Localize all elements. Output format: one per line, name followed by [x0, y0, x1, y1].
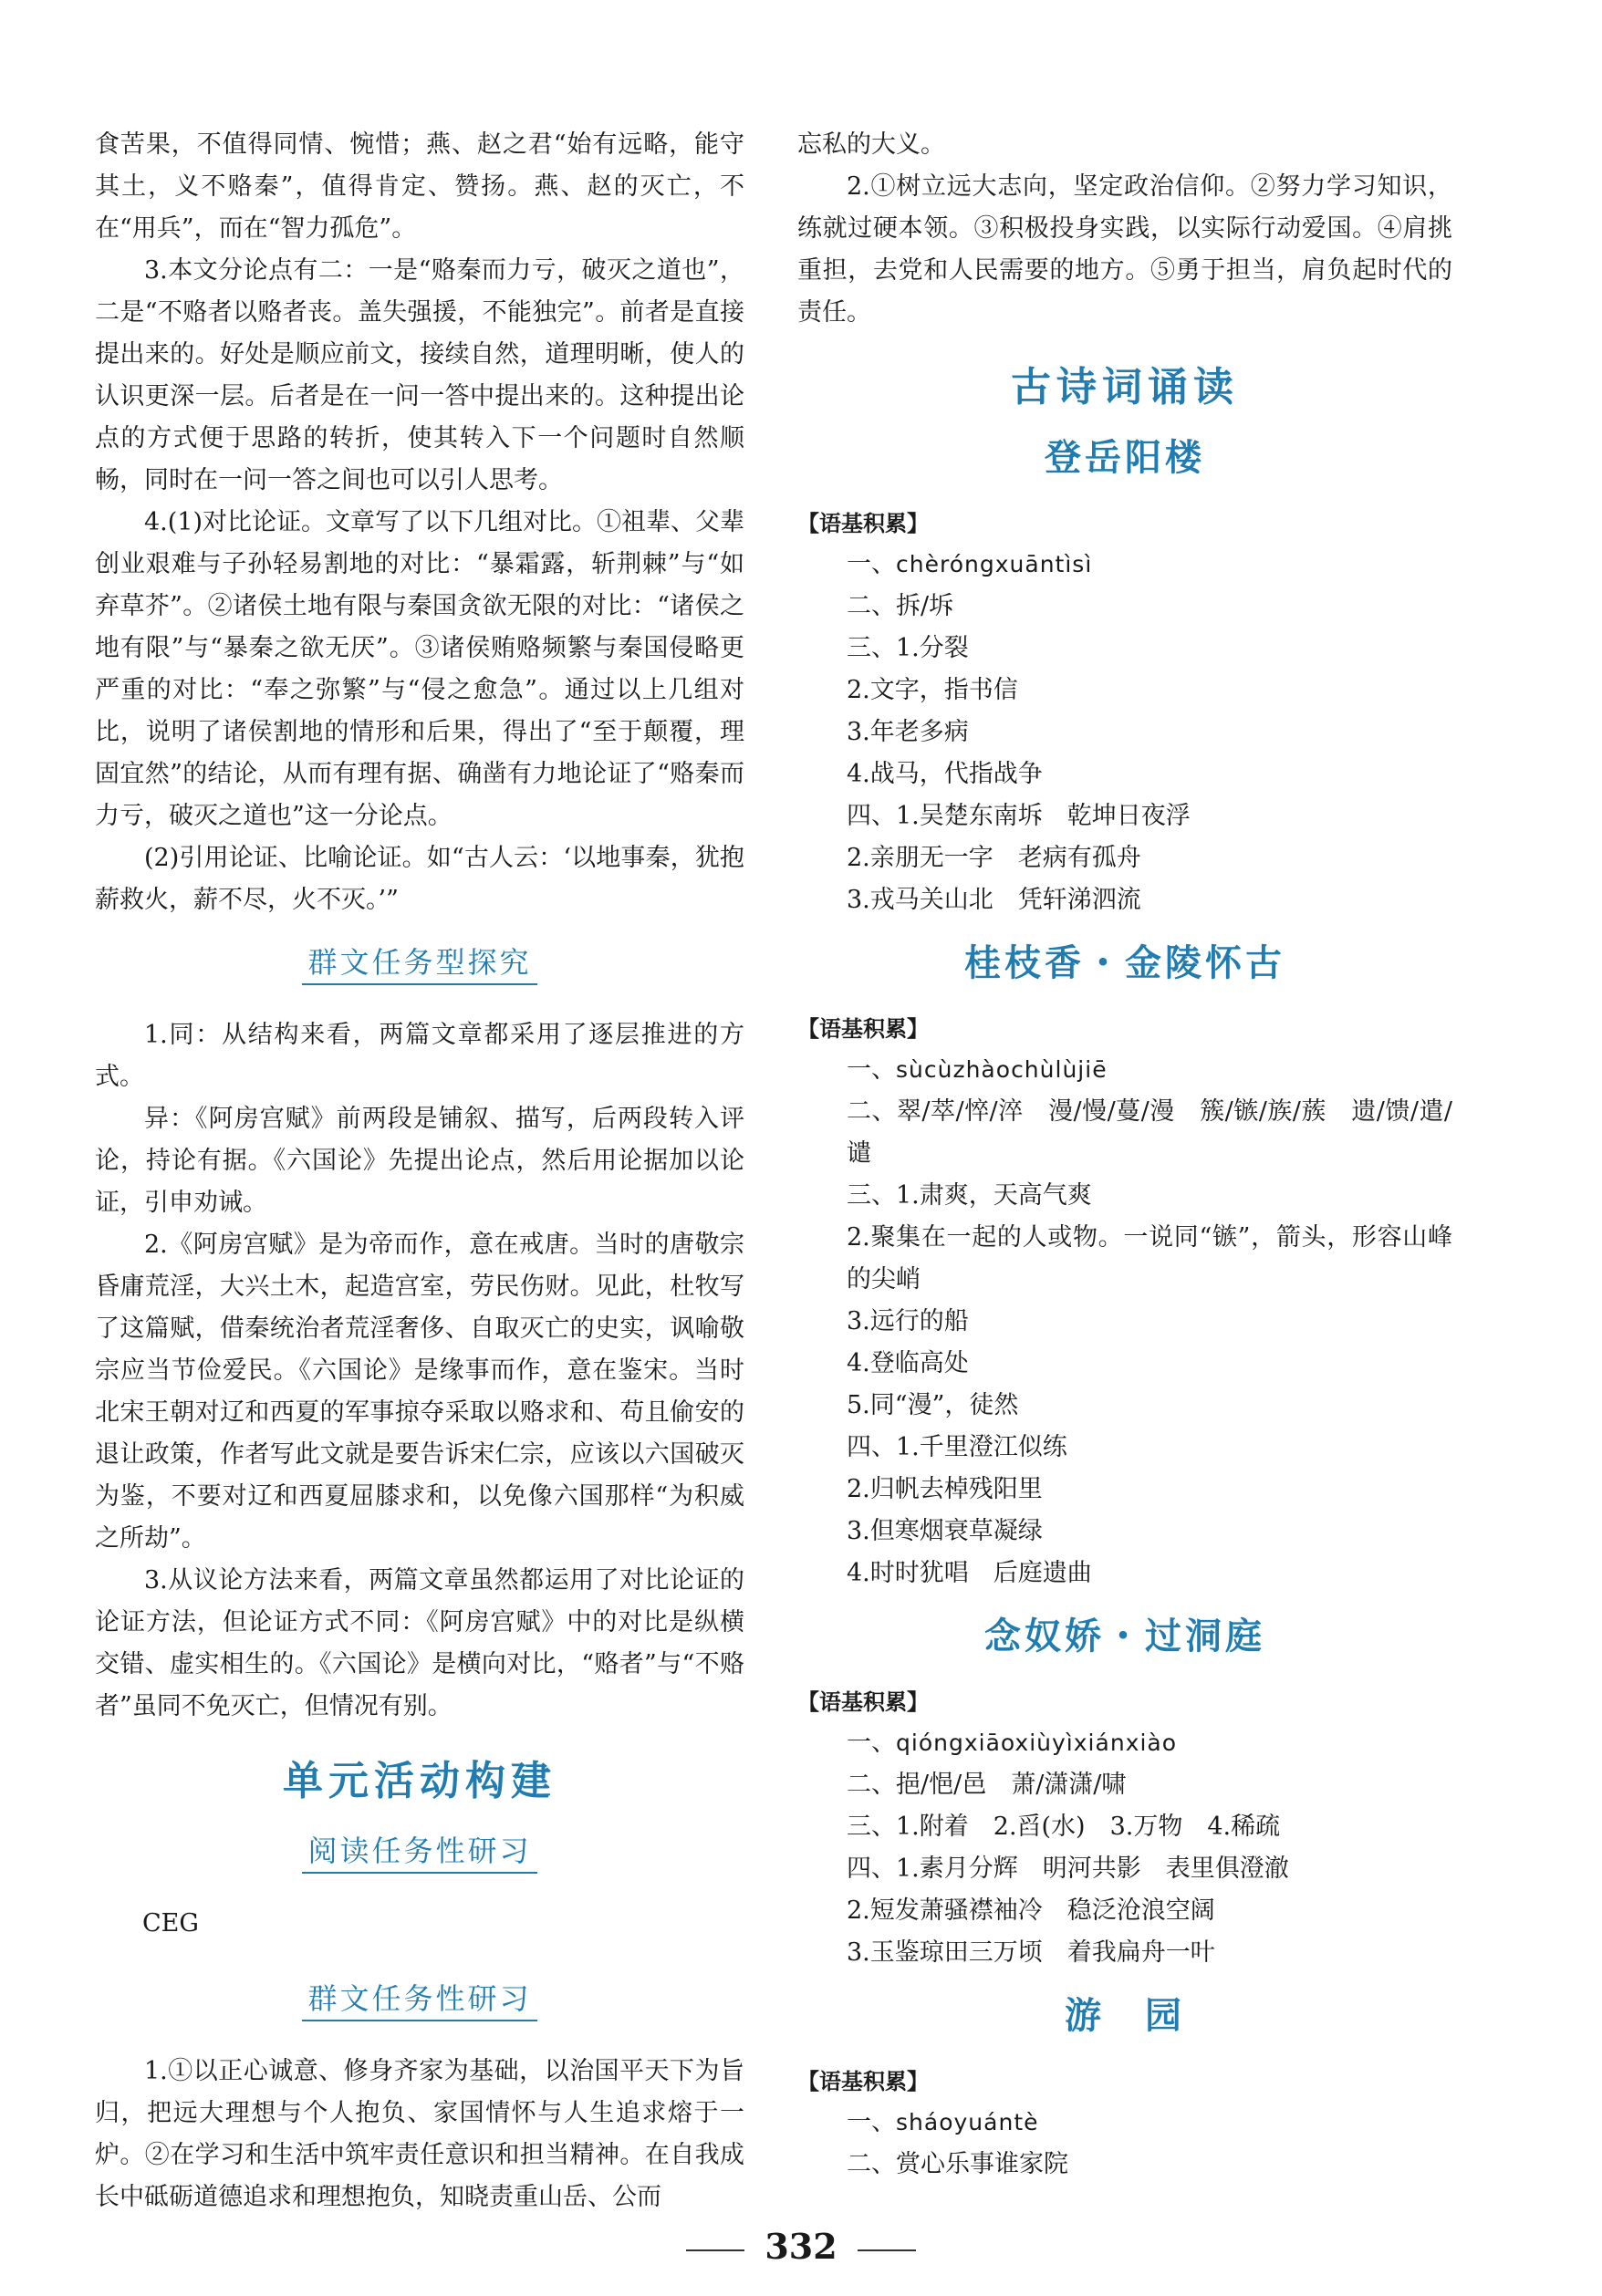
pinyin-word: sù [896, 1056, 924, 1083]
paragraph: 忘私的大义。 [797, 130, 945, 159]
answer-line: 三、1.肃爽，天高气爽 [847, 1181, 1092, 1210]
section-heading: 群文任务型探究 [95, 938, 744, 992]
answer-line: 2.文字，指书信 [847, 676, 1018, 704]
section-tag: 【语基积累】 [797, 511, 929, 536]
answer-line: 3.年老多病 [847, 718, 969, 746]
answer-line: 2.归帆去棹残阳里 [847, 1475, 1043, 1503]
divider [686, 2249, 744, 2251]
answer-line: 三、1.附着 2.舀(水) 3.万物 4.稀疏 [847, 1813, 1281, 1841]
left-column [95, 124, 744, 2218]
paragraph: 食苦果，不值得同情、惋惜；燕、赵之君“始有远略，能守其土，义不赂秦”，值得肯定、赞扬。燕、赵的灭亡，不在“用兵”，而在“智力孤危”。 [95, 130, 744, 243]
answer-line: 四、1.素月分辉 明河共影 表里俱澄澈 [847, 1854, 1289, 1883]
answer-line: 四、1.千里澄江似练 [847, 1433, 1067, 1461]
answer-line: 3.玉鉴琼田三万顷 着我扁舟一叶 [847, 1938, 1215, 1967]
answer-line: 3.戎马关山北 凭轩涕泗流 [847, 886, 1141, 914]
pinyin-word: jiē [1077, 1056, 1108, 1083]
paragraph: (2)引用论证、比喻论证。如“古人云：‘以地事秦，犹抱薪救火，薪不尽，火不灭。’” [95, 844, 744, 914]
pinyin-word: cù [923, 1056, 953, 1083]
pinyin-line [797, 1049, 1452, 1091]
pinyin-word: lù [1055, 1056, 1078, 1083]
paragraph: 4.(1)对比论证。文章写了以下几组对比。①祖辈、父辈创业艰难与子孙轻易割地的对比：“暴霜露，斩荆棘”与“如弃草芥”。②诸侯土地有限与秦国贪欲无限的对比：“诸侯之地有限”与“暴秦之欲无厌”。③诸侯贿赂频繁与秦国侵略更严重的对比：“奉之弥繁”与“侵之愈急”。通过以上几组对比，说明了诸侯割地的情形和后果，得出了“至于颠覆，理固宜然”的结论，从而有理有据、确凿有力地论证了“赂秦而力亏，破灭之道也”这一分论点。 [95, 508, 745, 830]
pinyin-word: xiāo [963, 1730, 1015, 1756]
answer-line: 4.登临高处 [847, 1349, 969, 1377]
pinyin-word: xuān [994, 551, 1056, 577]
pinyin-line [797, 1722, 1452, 1764]
poem-title: 桂枝香・金陵怀古 [964, 941, 1285, 984]
page-number: 332 [0, 2226, 1602, 2267]
item-number: 一、 [847, 1055, 896, 1084]
answer-line: 4.时时犹唱 后庭遗曲 [847, 1559, 1092, 1587]
paragraph: 3.本文分论点有二：一是“赂秦而力亏，破灭之道也”，二是“不赂者以赂者丧。盖失强援，不能独完”。前者是直接提出来的。好处是顺应前文，接续自然，道理明晰，使人的认识更深一层。后者是在一问一答中提出来的。这种提出论点的方式便于思路的转折，使其转入下一个问题时自然顺畅，同时在一问一答之间也可以引人思考。 [95, 256, 744, 494]
paragraph: 1.①以正心诚意、修身齐家为基础，以治国平天下为旨归，把远大理想与个人抱负、家国情怀与人生追求熔于一炉。②在学习和生活中筑牢责任意识和担当精神。在自我成长中砥砺道德追求和理想抱负，知晓责重山岳、公而 [95, 2057, 744, 2211]
pinyin-word: yuán [953, 2109, 1014, 2135]
poem-title: 登岳阳楼 [1045, 436, 1205, 479]
pinyin-word: zhào [952, 1056, 1012, 1083]
pinyin-word: chè [896, 551, 940, 577]
pinyin-word: tè [1014, 2109, 1039, 2135]
poem-title: 游 园 [1065, 1994, 1185, 2037]
answer-line: 二、拆/坼 [847, 592, 954, 620]
pinyin-word: yì [1052, 1730, 1074, 1756]
answer-line: 三、1.分裂 [847, 634, 969, 662]
answer-line: 二、赏心乐事谁家院 [847, 2150, 1068, 2178]
right-column [797, 124, 1452, 2186]
item-number: 一、 [847, 2108, 896, 2136]
item-number: 一、 [847, 550, 896, 578]
paragraph: 异：《阿房宫赋》前两段是铺叙、描写，后两段转入评论，持论有据。《六国论》先提出论点，然后用论据加以论证，引申劝诫。 [95, 1105, 744, 1217]
answer-line: 2.聚集在一起的人或物。一说同“镞”，箭头，形容山峰的尖峭 [847, 1223, 1452, 1293]
answer-line: 3.远行的船 [847, 1307, 969, 1335]
paragraph: 1.同：从结构来看，两篇文章都采用了逐层推进的方式。 [95, 1021, 744, 1091]
answer-line: 2.短发萧骚襟袖冷 稳泛沧浪空阔 [847, 1896, 1215, 1925]
pinyin-word: róng [939, 551, 995, 577]
pinyin-word: chù [1011, 1056, 1056, 1083]
answer-line: 2.亲朋无一字 老病有孤舟 [847, 844, 1141, 872]
poem-list [797, 432, 1452, 2186]
paragraph: 3.从议论方法来看，两篇文章虽然都运用了对比论证的论证方法，但论证方式不同：《阿房宫赋》中的对比是纵横交错、虚实相生的。《六国论》是横向对比，“赂者”与“不赂者”虽同不免灭亡，但情况有别。 [95, 1566, 744, 1720]
pinyin-word: tìsì [1055, 551, 1093, 577]
item-number: 一、 [847, 1729, 896, 1757]
pinyin-word: xiù [1014, 1730, 1053, 1756]
section-tag: 【语基积累】 [797, 1689, 929, 1715]
pinyin-word: xián [1073, 1730, 1126, 1756]
poem-title: 念奴娇・过洞庭 [984, 1615, 1265, 1657]
subsection-heading: 阅读任务性研习 [95, 1826, 744, 1881]
divider [858, 2249, 916, 2251]
paragraph: 2.①树立远大志向，坚定政治信仰。②努力学习知识，练就过硬本领。③积极投身实践，以实际行动爱国。④肩挑重担，去党和人民需要的地方。⑤勇于担当，肩负起时代的责任。 [797, 172, 1452, 327]
section-tag: 【语基积累】 [797, 2069, 929, 2094]
pinyin-line [797, 544, 1452, 586]
answer-text: CEG [142, 1909, 199, 1938]
answer-line: 四、1.吴楚东南坼 乾坤日夜浮 [847, 802, 1191, 830]
pinyin-word: xiào [1125, 1730, 1178, 1756]
answer-line: 4.战马，代指战争 [847, 760, 1043, 788]
pinyin-word: sháo [896, 2109, 954, 2135]
unit-heading: 单元活动构建 [283, 1758, 557, 1804]
paragraph: 2.《阿房宫赋》是为帝而作，意在戒唐。当时的唐敬宗昏庸荒淫，大兴土木，起造宫室，劳民伤财。见此，杜牧写了这篇赋，借秦统治者荒淫奢侈、自取灭亡的史实，讽喻敬宗应当节俭爱民。《六国论》是缘事而作，意在鉴宋。当时北宋王朝对辽和西夏的军事掠夺采取以赂求和、苟且偷安的退让政策，作者写此文就是要告诉宋仁宗，应该以六国破灭为鉴，不要对辽和西夏屈膝求和，以免像六国那样“为积威之所劫”。 [95, 1231, 744, 1553]
answer-line: 二、挹/悒/邑 萧/潇潇/啸 [847, 1771, 1127, 1799]
section-tag: 【语基积累】 [797, 1016, 929, 1042]
section-heading: 古诗词诵读 [1011, 364, 1239, 410]
answer-line: 3.但寒烟衰草凝绿 [847, 1517, 1043, 1545]
answer-line: 二、翠/萃/悴/淬 漫/慢/蔓/漫 簇/镞/族/蔟 遗/馈/遣/谴 [847, 1097, 1452, 1168]
pinyin-word: qióng [896, 1730, 964, 1756]
answer-line: 5.同“漫”，徒然 [847, 1391, 1019, 1419]
subsection-heading: 群文任务性研习 [95, 1974, 744, 2029]
pinyin-line [797, 2102, 1452, 2144]
